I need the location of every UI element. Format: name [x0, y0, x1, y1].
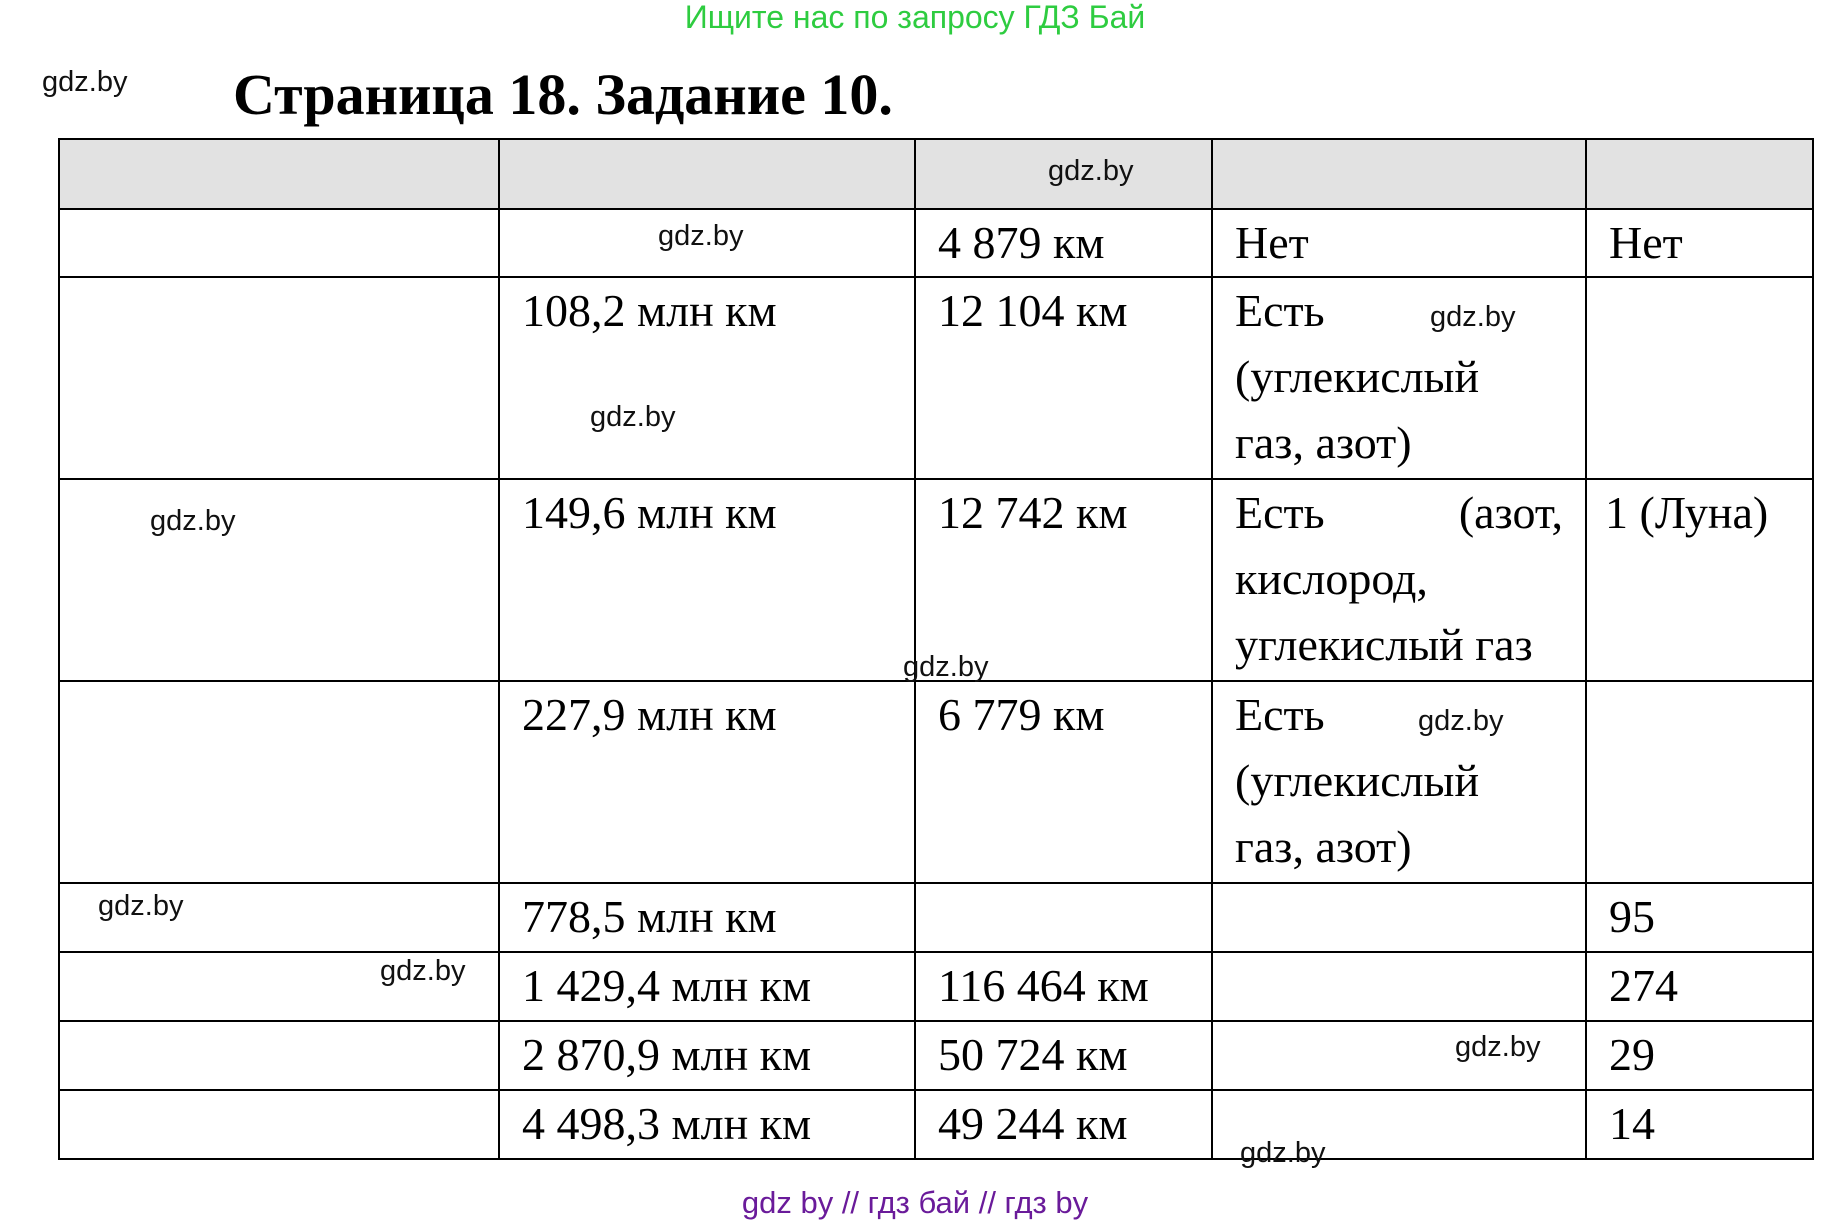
table-row: [59, 277, 1813, 479]
watermark-text: gdz.by: [1048, 155, 1134, 187]
watermark-text: gdz.by: [1430, 301, 1516, 333]
watermark-text: gdz.by: [1240, 1137, 1326, 1169]
table-cell: [1212, 479, 1586, 681]
table-row: [59, 883, 1813, 952]
cell-line: Есть: [1235, 285, 1325, 336]
table-row: [59, 209, 1813, 277]
page-title: Страница 18. Задание 10.: [233, 62, 893, 127]
table-cell: 2 870,9 млн км: [499, 1021, 915, 1090]
search-banner: Ищите нас по запросу ГДЗ Бай: [684, 0, 1146, 35]
table-cell: 50 724 км: [915, 1021, 1212, 1090]
table-row: [59, 1021, 1813, 1090]
table-cell: 1 (Луна): [1586, 479, 1813, 681]
cell-line: (углекислый: [1235, 755, 1480, 806]
table-cell: 227,9 млн км: [499, 681, 915, 883]
table-cell: 1 429,4 млн км: [499, 952, 915, 1021]
table-cell: 778,5 млн км: [499, 883, 915, 952]
table-cell: 6 779 км: [915, 681, 1212, 883]
footer-watermark: gdz by // гдз бай // гдз by: [741, 1185, 1089, 1220]
table-cell: 29: [1586, 1021, 1813, 1090]
cell-line: газ, азот): [1235, 417, 1412, 468]
watermark-text: gdz.by: [380, 955, 466, 987]
table-cell: 49 244 км: [915, 1090, 1212, 1159]
table-cell: 95: [1586, 883, 1813, 952]
cell-line: Есть (азот,: [1235, 487, 1563, 538]
table-cell: [59, 1090, 499, 1159]
watermark-text: gdz.by: [658, 220, 744, 252]
table-cell: [59, 209, 499, 277]
table-row: [59, 952, 1813, 1021]
cell-line: Нет: [1235, 217, 1309, 268]
header-cell: [59, 139, 499, 209]
watermark-text: gdz.by: [98, 890, 184, 922]
cell-line: Есть: [1235, 689, 1325, 740]
table-cell: [915, 883, 1212, 952]
cell-line: углекислый газ: [1235, 619, 1533, 670]
table-cell: [1586, 277, 1813, 479]
table-cell: 14: [1586, 1090, 1813, 1159]
table-cell: 4 498,3 млн км: [499, 1090, 915, 1159]
table-cell: [59, 277, 499, 479]
watermark-text: gdz.by: [1418, 705, 1504, 737]
table-cell: Нет: [1586, 209, 1813, 277]
table-cell: [1212, 681, 1586, 883]
table-cell: 116 464 км: [915, 952, 1212, 1021]
table-cell: [59, 1021, 499, 1090]
table-cell: 12 742 км: [915, 479, 1212, 681]
table-cell: 149,6 млн км: [499, 479, 915, 681]
table-cell: 12 104 км: [915, 277, 1212, 479]
table-header-row: [59, 139, 1813, 209]
table-cell: [59, 479, 499, 681]
table-cell: [1212, 209, 1586, 277]
watermark-text: gdz.by: [150, 505, 236, 537]
header-cell: [1212, 139, 1586, 209]
table-cell: [1212, 883, 1586, 952]
header-cell: [499, 139, 915, 209]
planets-table: [58, 138, 1814, 1160]
table-cell: 108,2 млн км: [499, 277, 915, 479]
watermark-text: gdz.by: [1455, 1031, 1541, 1063]
table-cell: [1586, 681, 1813, 883]
cell-line: (углекислый: [1235, 351, 1480, 402]
table-cell: [59, 681, 499, 883]
watermark-text: gdz.by: [590, 401, 676, 433]
header-cell: [1586, 139, 1813, 209]
table-cell: [1212, 277, 1586, 479]
cell-line: газ, азот): [1235, 821, 1412, 872]
cell-line: кислород,: [1235, 553, 1428, 604]
table-cell: 274: [1586, 952, 1813, 1021]
table-cell: [1212, 952, 1586, 1021]
table-cell: 4 879 км: [915, 209, 1212, 277]
watermark-text: gdz.by: [42, 66, 128, 98]
table-row: [59, 1090, 1813, 1159]
table-row: [59, 681, 1813, 883]
watermark-text: gdz.by: [903, 651, 989, 683]
